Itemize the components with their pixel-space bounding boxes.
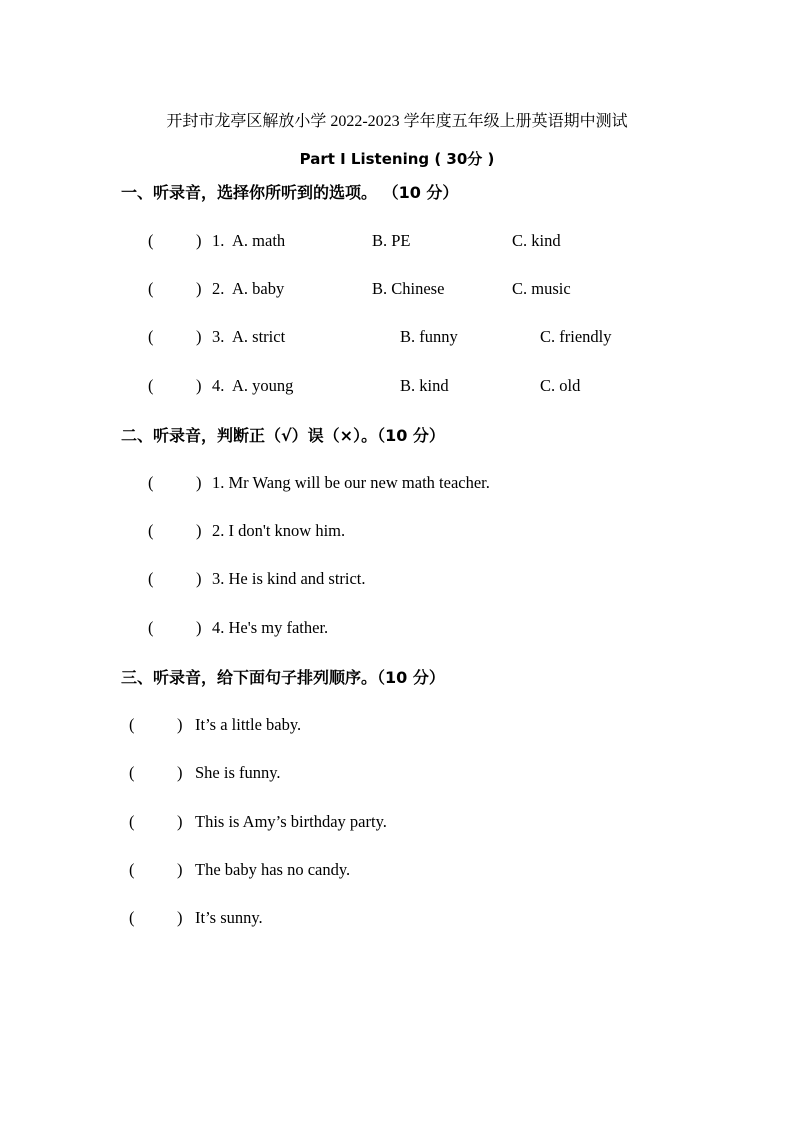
answer-blank-open: ( [129, 812, 135, 831]
answer-blank-close: ) [196, 618, 202, 637]
answer-blank-close: ) [196, 279, 202, 298]
option-a: A. baby [232, 279, 285, 298]
question-number: 1. [212, 231, 225, 250]
section2-heading: 二、听录音，判断正（√）误（×）。（10 分） [121, 426, 445, 445]
answer-blank-close: ) [196, 231, 202, 250]
sentence-text: It’s a little baby. [195, 715, 302, 734]
option-b: B. kind [400, 376, 449, 395]
answer-blank-open: ( [148, 473, 154, 492]
answer-blank-close: ) [196, 327, 202, 346]
answer-blank-close: ) [177, 812, 183, 831]
answer-blank-close: ) [196, 473, 202, 492]
option-b: B. funny [400, 327, 458, 346]
answer-blank-open: ( [148, 618, 154, 637]
option-c: C. old [540, 376, 581, 395]
answer-blank-open: ( [148, 569, 154, 588]
statement-text: 4. He's my father. [212, 618, 329, 637]
answer-blank-open: ( [129, 908, 135, 927]
option-a: A. strict [232, 327, 286, 346]
answer-blank-close: ) [177, 860, 183, 879]
sentence-text: It’s sunny. [195, 908, 263, 927]
answer-blank-close: ) [196, 376, 202, 395]
option-c: C. kind [512, 231, 561, 250]
option-b: B. Chinese [372, 279, 445, 298]
answer-blank-open: ( [148, 327, 154, 346]
part-heading: Part I Listening ( 30分 ) [299, 150, 495, 168]
question-number: 4. [212, 376, 225, 395]
answer-blank-open: ( [129, 715, 135, 734]
option-a: A. young [232, 376, 294, 395]
answer-blank-open: ( [148, 231, 154, 250]
sentence-text: She is funny. [195, 763, 281, 782]
answer-blank-close: ) [177, 715, 183, 734]
exam-title: 开封市龙亭区解放小学 2022-2023 学年度五年级上册英语期中测试 [166, 113, 628, 130]
statement-text: 3. He is kind and strict. [212, 569, 366, 588]
option-c: C. music [512, 279, 571, 298]
statement-text: 2. I don't know him. [212, 521, 346, 540]
answer-blank-open: ( [148, 279, 154, 298]
answer-blank-open: ( [148, 521, 154, 540]
sentence-text: The baby has no candy. [195, 860, 351, 879]
answer-blank-close: ) [196, 569, 202, 588]
answer-blank-open: ( [129, 763, 135, 782]
option-a: A. math [232, 231, 286, 250]
answer-blank-close: ) [196, 521, 202, 540]
answer-blank-open: ( [148, 376, 154, 395]
statement-text: 1. Mr Wang will be our new math teacher. [212, 473, 490, 492]
sentence-text: This is Amy’s birthday party. [195, 812, 387, 831]
option-b: B. PE [372, 231, 411, 250]
question-number: 3. [212, 327, 225, 346]
section3-heading: 三、听录音，给下面句子排列顺序。（10 分） [121, 668, 445, 687]
answer-blank-open: ( [129, 860, 135, 879]
option-c: C. friendly [540, 327, 612, 346]
question-number: 2. [212, 279, 225, 298]
answer-blank-close: ) [177, 908, 183, 927]
section1-heading: 一、听录音，选择你所听到的选项。 （10 分） [121, 183, 459, 202]
answer-blank-close: ) [177, 763, 183, 782]
